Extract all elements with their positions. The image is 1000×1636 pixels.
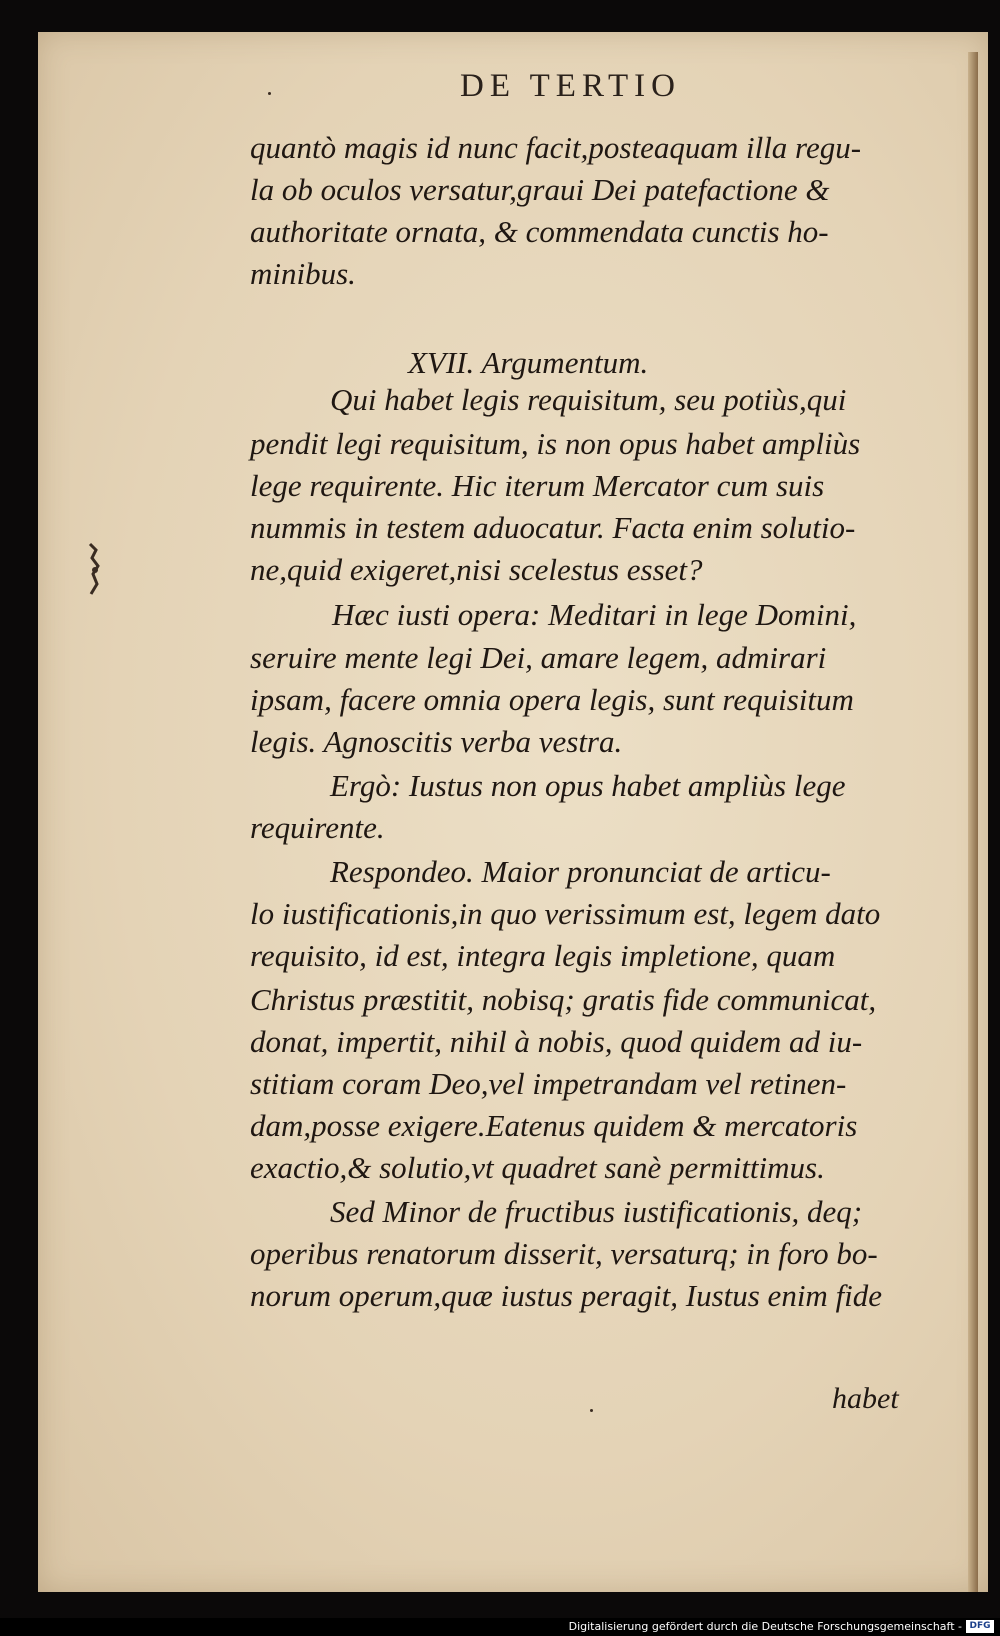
- text-line: Ergò: Iustus non opus habet ampliùs lege: [330, 768, 846, 803]
- text-line: stitiam coram Deo,vel impetrandam vel retinen-: [250, 1066, 847, 1101]
- text-line: lo iustificationis,in quo verissimum est, legem dato: [250, 896, 881, 931]
- text-line: Sed Minor de fructibus iustificationis, deq;: [330, 1194, 863, 1229]
- section-heading: XVII. Argumentum.: [408, 345, 649, 380]
- text-line: quantò magis id nunc facit,posteaquam illa regu-: [250, 130, 862, 165]
- page-edge: [968, 52, 978, 1592]
- margin-ink-mark-icon: [84, 540, 104, 600]
- text-line: ne,quid exigeret,nisi scelestus esset?: [250, 552, 703, 587]
- text-line: nummis in testem aduocatur. Facta enim solutio-: [250, 510, 856, 545]
- text-line: minibus.: [250, 256, 356, 291]
- text-line: pendit legi requisitum, is non opus habet ampliùs: [250, 426, 861, 461]
- text-line: lege requirente. Hic iterum Mercator cum suis: [250, 468, 825, 503]
- book-page: [38, 32, 988, 1592]
- ink-speck: [268, 92, 271, 95]
- running-head: DE TERTIO: [460, 68, 681, 104]
- dfg-logo-icon: DFG: [966, 1620, 994, 1633]
- text-line: Hæc iusti opera: Meditari in lege Domini,: [332, 597, 857, 632]
- text-line: dam,posse exigere.Eatenus quidem & mercatoris: [250, 1108, 858, 1143]
- text-line: norum operum,quæ iustus peragit, Iustus enim fide: [250, 1278, 883, 1313]
- text-line: legis. Agnoscitis verba vestra.: [250, 724, 623, 759]
- footer-credit: Digitalisierung gefördert durch die Deutsche Forschungsgemeinschaft -: [568, 1620, 962, 1633]
- text-line: Qui habet legis requisitum, seu potiùs,qui: [330, 382, 847, 417]
- text-line: operibus renatorum disserit, versaturq; in foro bo-: [250, 1236, 878, 1271]
- catchword: habet: [832, 1382, 899, 1415]
- text-line: authoritate ornata, & commendata cunctis ho-: [250, 214, 829, 249]
- text-line: Christus præstitit, nobisq; gratis fide communicat,: [250, 982, 877, 1017]
- ink-speck: [590, 1409, 593, 1412]
- text-line: ipsam, facere omnia opera legis, sunt requisitum: [250, 682, 854, 717]
- text-line: exactio,& solutio,vt quadret sanè permittimus.: [250, 1150, 825, 1185]
- text-line: Respondeo. Maior pronunciat de articu-: [330, 854, 831, 889]
- text-line: seruire mente legi Dei, amare legem, admirari: [250, 640, 827, 675]
- text-line: requirente.: [250, 810, 385, 845]
- text-line: donat, impertit, nihil à nobis, quod quidem ad iu-: [250, 1024, 863, 1059]
- text-line: la ob oculos versatur,graui Dei patefactione &: [250, 172, 830, 207]
- text-line: requisito, id est, integra legis impletione, quam: [250, 938, 836, 973]
